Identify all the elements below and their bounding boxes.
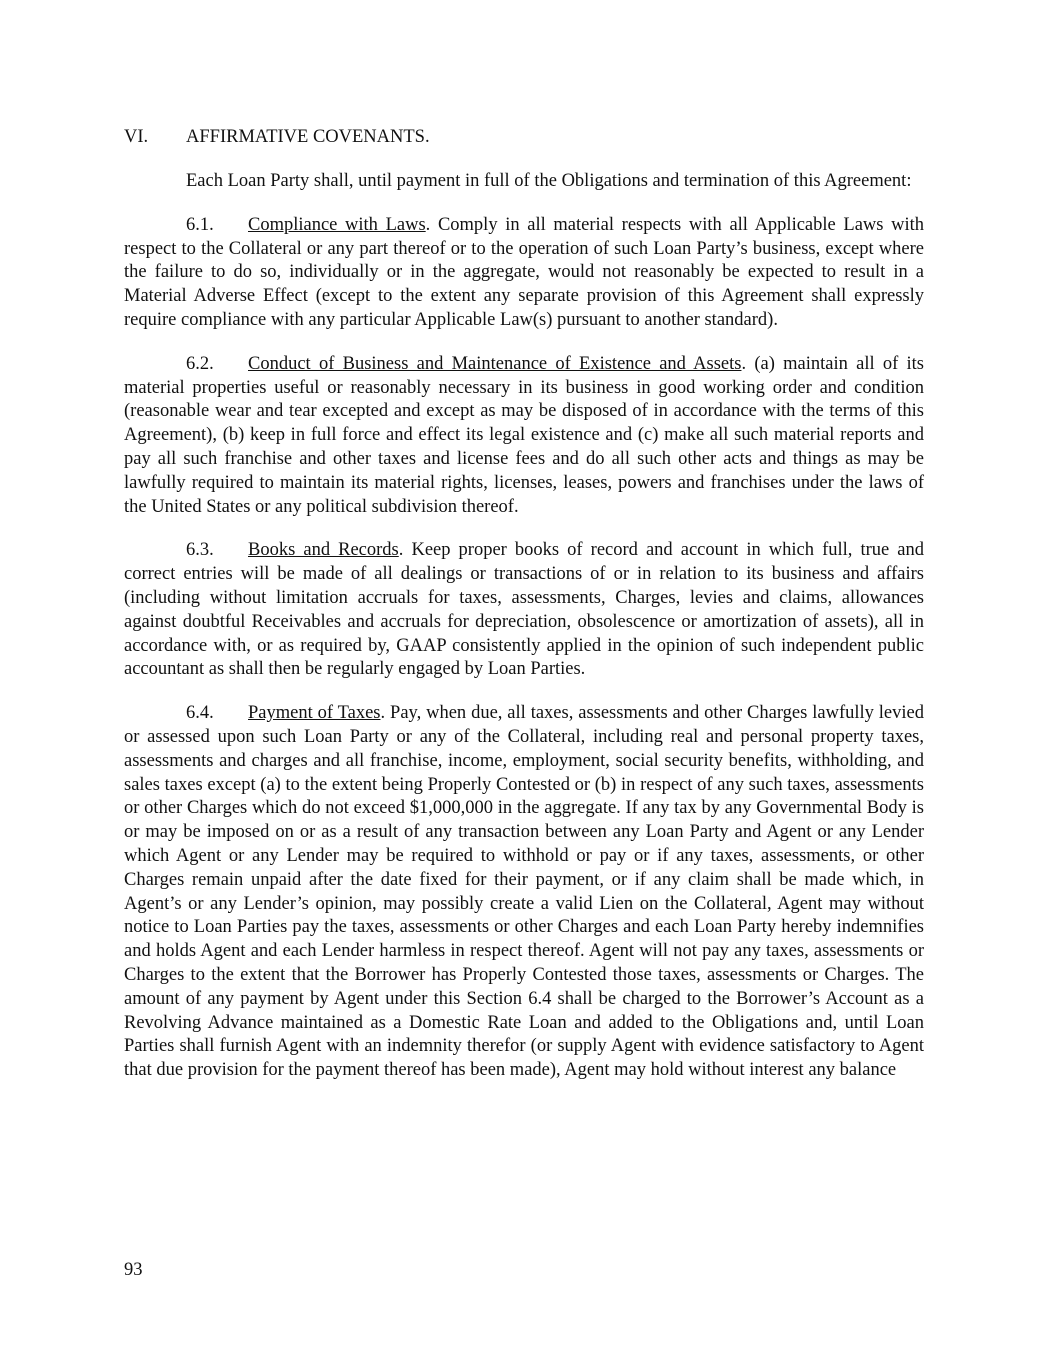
section-text: . Pay, when due, all taxes, assessments and other Charges lawfully levied or assessed upon such Loan Party or any of the Collateral, including real and personal property taxes, assessments and charges and all franchise, income, employment, social security benefits, withholding, and sales taxes except (a) to the extent being Properly Contested or (b) in respect of any such taxes, assessments or other Charges which do not exceed $1,000,000 in the aggregate. If any tax by any Governmental Body is or may be imposed on or as a result of any transaction between any Loan Party and Agent or any Lender which Agent or any Lender may be required to withhold or pay or if any taxes, assessments, or other Charges remain unpaid after the date fixed for their payment, or if any claim shall be made which, in Agent’s or any Lender’s opinion, may possibly create a valid Lien on the Collateral, Agent may without notice to Loan Parties pay the taxes, assessments or other Charges and each Loan Party hereby indemnifies and holds Agent and each Lender harmless in respect thereof. Agent will not pay any taxes, assessments or Charges to the extent that the Borrower has Properly Contested those taxes, assessments or Charges. The amount of any payment by Agent under this Section 6.4 shall be charged to the Borrower’s Account as a Revolving Advance maintained as a Domestic Rate Loan and added to the Obligations and, until Loan Parties shall furnish Agent with an indemnity therefor (or supply Agent with evidence satisfactory to Agent that due provision for the payment thereof has been made), Agent may hold without interest any balance: [124, 703, 924, 1081]
page-number: 93: [124, 1260, 143, 1280]
section-text: . Keep proper books of record and account in which full, true and correct entries will be made of all dealings or transactions of or in relation to its business and affairs (including without limitation accruals for taxes, assessments, Charges, levies and claims, allowances against doubtful Receivables and accruals for depreciation, obsolescence or amortization of assets), all in accordance with, or as required by, GAAP consistently applied in the opinion of such independent public accountant as shall then be regularly engaged by Loan Parties.: [124, 540, 925, 680]
section-number: 6.1.: [186, 214, 214, 235]
section-number: 6.4.: [186, 703, 214, 724]
section-title: Compliance with Laws: [248, 214, 426, 235]
article-heading: [124, 125, 430, 149]
section-title: Books and Records: [248, 540, 399, 561]
section-6-3: [124, 539, 924, 682]
section-number: 6.2.: [186, 353, 214, 374]
article-title: AFFIRMATIVE COVENANTS.: [186, 127, 430, 147]
section-6-2: [124, 353, 924, 520]
article-number: VI.: [124, 127, 149, 147]
section-number: 6.3.: [186, 540, 214, 561]
section-text: . (a) maintain all of its material properties useful or reasonably necessary in its business in good working order and condition (reasonable wear and tear excepted and except as may be disposed of in accordance with the terms of this Agreement), (b) keep in full force and effect its legal existence and (c) make all such material reports and pay all such franchise and other taxes and license fees and do all such other acts and things as may be lawfully required to maintain its material rights, licenses, leases, powers and franchises under the laws of the United States or any political subdivision thereof.: [124, 353, 924, 517]
section-title: Conduct of Business and Maintenance of Existence and Assets: [248, 353, 742, 374]
intro-paragraph: Each Loan Party shall, until payment in full of the Obligations and termination of this Agreement:: [186, 171, 912, 191]
section-text: . Comply in all material respects with all Applicable Laws with respect to the Collateral or any part thereof or to the operation of such Loan Party’s business, except where the failure to do so, individually or in the aggregate, would not reasonably be expected to result in a Material Adverse Effect (except to the extent any separate provision of this Agreement shall expressly require compliance with any particular Applicable Law(s) pursuant to another standard).: [124, 214, 925, 330]
section-6-1: [124, 214, 924, 333]
section-6-4: [124, 702, 924, 1083]
document-body: [124, 170, 924, 1103]
section-title: Payment of Taxes: [248, 703, 381, 724]
